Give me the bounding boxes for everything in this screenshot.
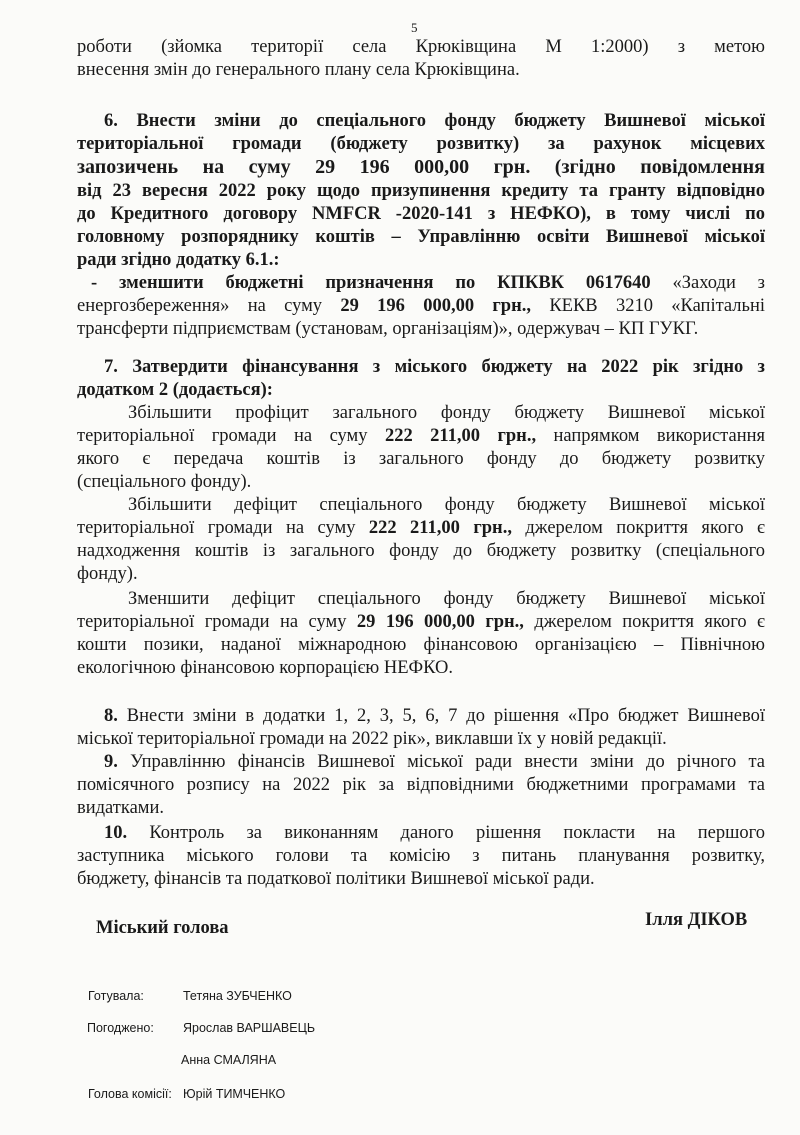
p7-a-line-2 [77,425,765,447]
p10-line-2: заступника міського голови та комісію з питань планування розвитку, [77,846,765,866]
prepared-label: Готувала: [88,989,144,1003]
p6-line-1 [104,110,765,132]
p6-text-1: Внести зміни до спеціального фонду бюджету Вишневої міської [136,111,765,131]
p7-b-line-3: надходження коштів із загального фонду до бюджету розвитку (спеціального [77,541,765,561]
p10-text: Контроль за виконанням даного рішення покласти на першого [127,823,765,843]
p6-subitem-line-3: трансферти підприємствам (установам, організаціям)», одержувач – КП ГУКГ. [77,319,699,339]
p7-line-2: додатком 2 (додається): [77,380,273,400]
p8-text: Внести зміни в додатки 1, 2, 3, 5, 6, 7 до рішення «Про бюджет Вишневої [117,706,765,726]
page-number: 5 [411,20,418,35]
p7-a-line-1: Збільшити профіцит загального фонду бюджету Вишневої міської [128,403,765,423]
p8-number: 8. [104,706,118,726]
p6-subitem-kekv: КЕКВ 3210 «Капітальні [531,296,765,316]
p7-b-line-2 [77,517,765,539]
committee-label: Голова комісії: [88,1087,172,1101]
p6-subitem-line-2 [77,295,765,317]
prepared-name: Тетяна ЗУБЧЕНКО [183,989,292,1003]
p6-number: 6. [104,111,118,131]
p7-c-line-1: Зменшити дефіцит спеціального фонду бюджету Вишневої міської [128,589,765,609]
p9-line-2: помісячного розпису на 2022 рік за відповідними бюджетними програмами та [77,775,765,795]
p9-line-1 [104,751,765,773]
p8-line-1 [104,705,765,727]
p10-number: 10. [104,823,128,843]
p6-line-6: головному розпоряднику коштів – Управлінню освіти Вишневої міської [77,227,765,247]
p6-subitem-bold: - зменшити бюджетні призначення по КПКВК 0617640 [91,273,651,293]
p6-line-4: від 23 вересня 2022 року щодо призупинення кредиту та гранту відповідно [77,181,765,201]
p7-c-text: територіальної громади на суму [77,612,357,632]
p6-line-7: ради згідно додатку 6.1.: [77,250,280,270]
p7-c-amount: 29 196 000,00 грн., [356,612,524,632]
p6-subitem-line-1 [91,272,765,294]
p7-c-line-3: кошти позики, наданої міжнародною фінансовою організацією – Північною [77,635,765,655]
p7-b-line-4: фонду). [77,564,138,584]
p6-subitem-rest: «Заходи з [650,273,765,293]
p7-a-line-3: якого є передача коштів із загального фонду до бюджету розвитку [77,449,765,469]
signature-name: Ілля ДІКОВ [645,910,748,930]
p7-line-1: 7. Затвердити фінансування з міського бюджету на 2022 рік згідно з [104,357,765,377]
intro-line-1: роботи (зйомка території села Крюківщина М 1:2000) з метою [77,37,765,57]
agreed-name-1: Ярослав ВАРШАВЕЦЬ [183,1021,316,1035]
committee-name: Юрій ТИМЧЕНКО [183,1087,286,1101]
p6-amount: 29 196 000,00 грн., [340,296,532,316]
p6-line-3: запозичень на суму 29 196 000,00 грн. (згідно повідомлення [77,156,765,178]
p9-text: Управлінню фінансів Вишневої міської ради внести зміни до річного та [117,752,765,772]
p7-a-text: територіальної громади на суму [77,426,385,446]
p8-line-2: міської територіальної громади на 2022 рік», виклавши їх у новій редакції. [77,729,667,749]
p7-b-text: територіальної громади на суму [77,518,369,538]
intro-line-2: внесення змін до генерального плану села Крюківщина. [77,60,520,80]
p7-c-text-post: джерелом покриття якого є [523,612,765,632]
p9-number: 9. [104,752,118,772]
p9-line-3: видатками. [77,798,165,818]
p7-b-text-post: джерелом покриття якого є [511,518,765,538]
p7-b-line-1: Збільшити дефіцит спеціального фонду бюджету Вишневої міської [128,495,765,515]
signature-title: Міський голова [96,918,229,938]
p7-a-amount: 222 211,00 грн., [384,426,537,446]
agreed-label: Погоджено: [87,1021,154,1035]
p10-line-1 [104,822,765,844]
p7-c-line-2 [77,611,765,633]
p6-line-5: до Кредитного договору NMFCR -2020-141 з НЕФКО), в тому числі по [77,204,765,224]
p7-c-line-4: екологічною фінансовою корпорацією НЕФКО. [77,658,454,678]
p7-a-text-post: напрямком використання [536,426,765,446]
p7-b-amount: 222 211,00 грн., [368,518,512,538]
p6-line-2: територіальної громади (бюджету розвитку) за рахунок місцевих [77,134,765,154]
agreed-name-2: Анна СМАЛЯНА [181,1053,277,1067]
p10-line-3: бюджету, фінансів та податкової політики Вишневої міської ради. [77,869,595,889]
p7-a-line-4: (спеціального фонду). [77,472,252,492]
p6-subitem-text: енергозбереження» на суму [77,296,341,316]
